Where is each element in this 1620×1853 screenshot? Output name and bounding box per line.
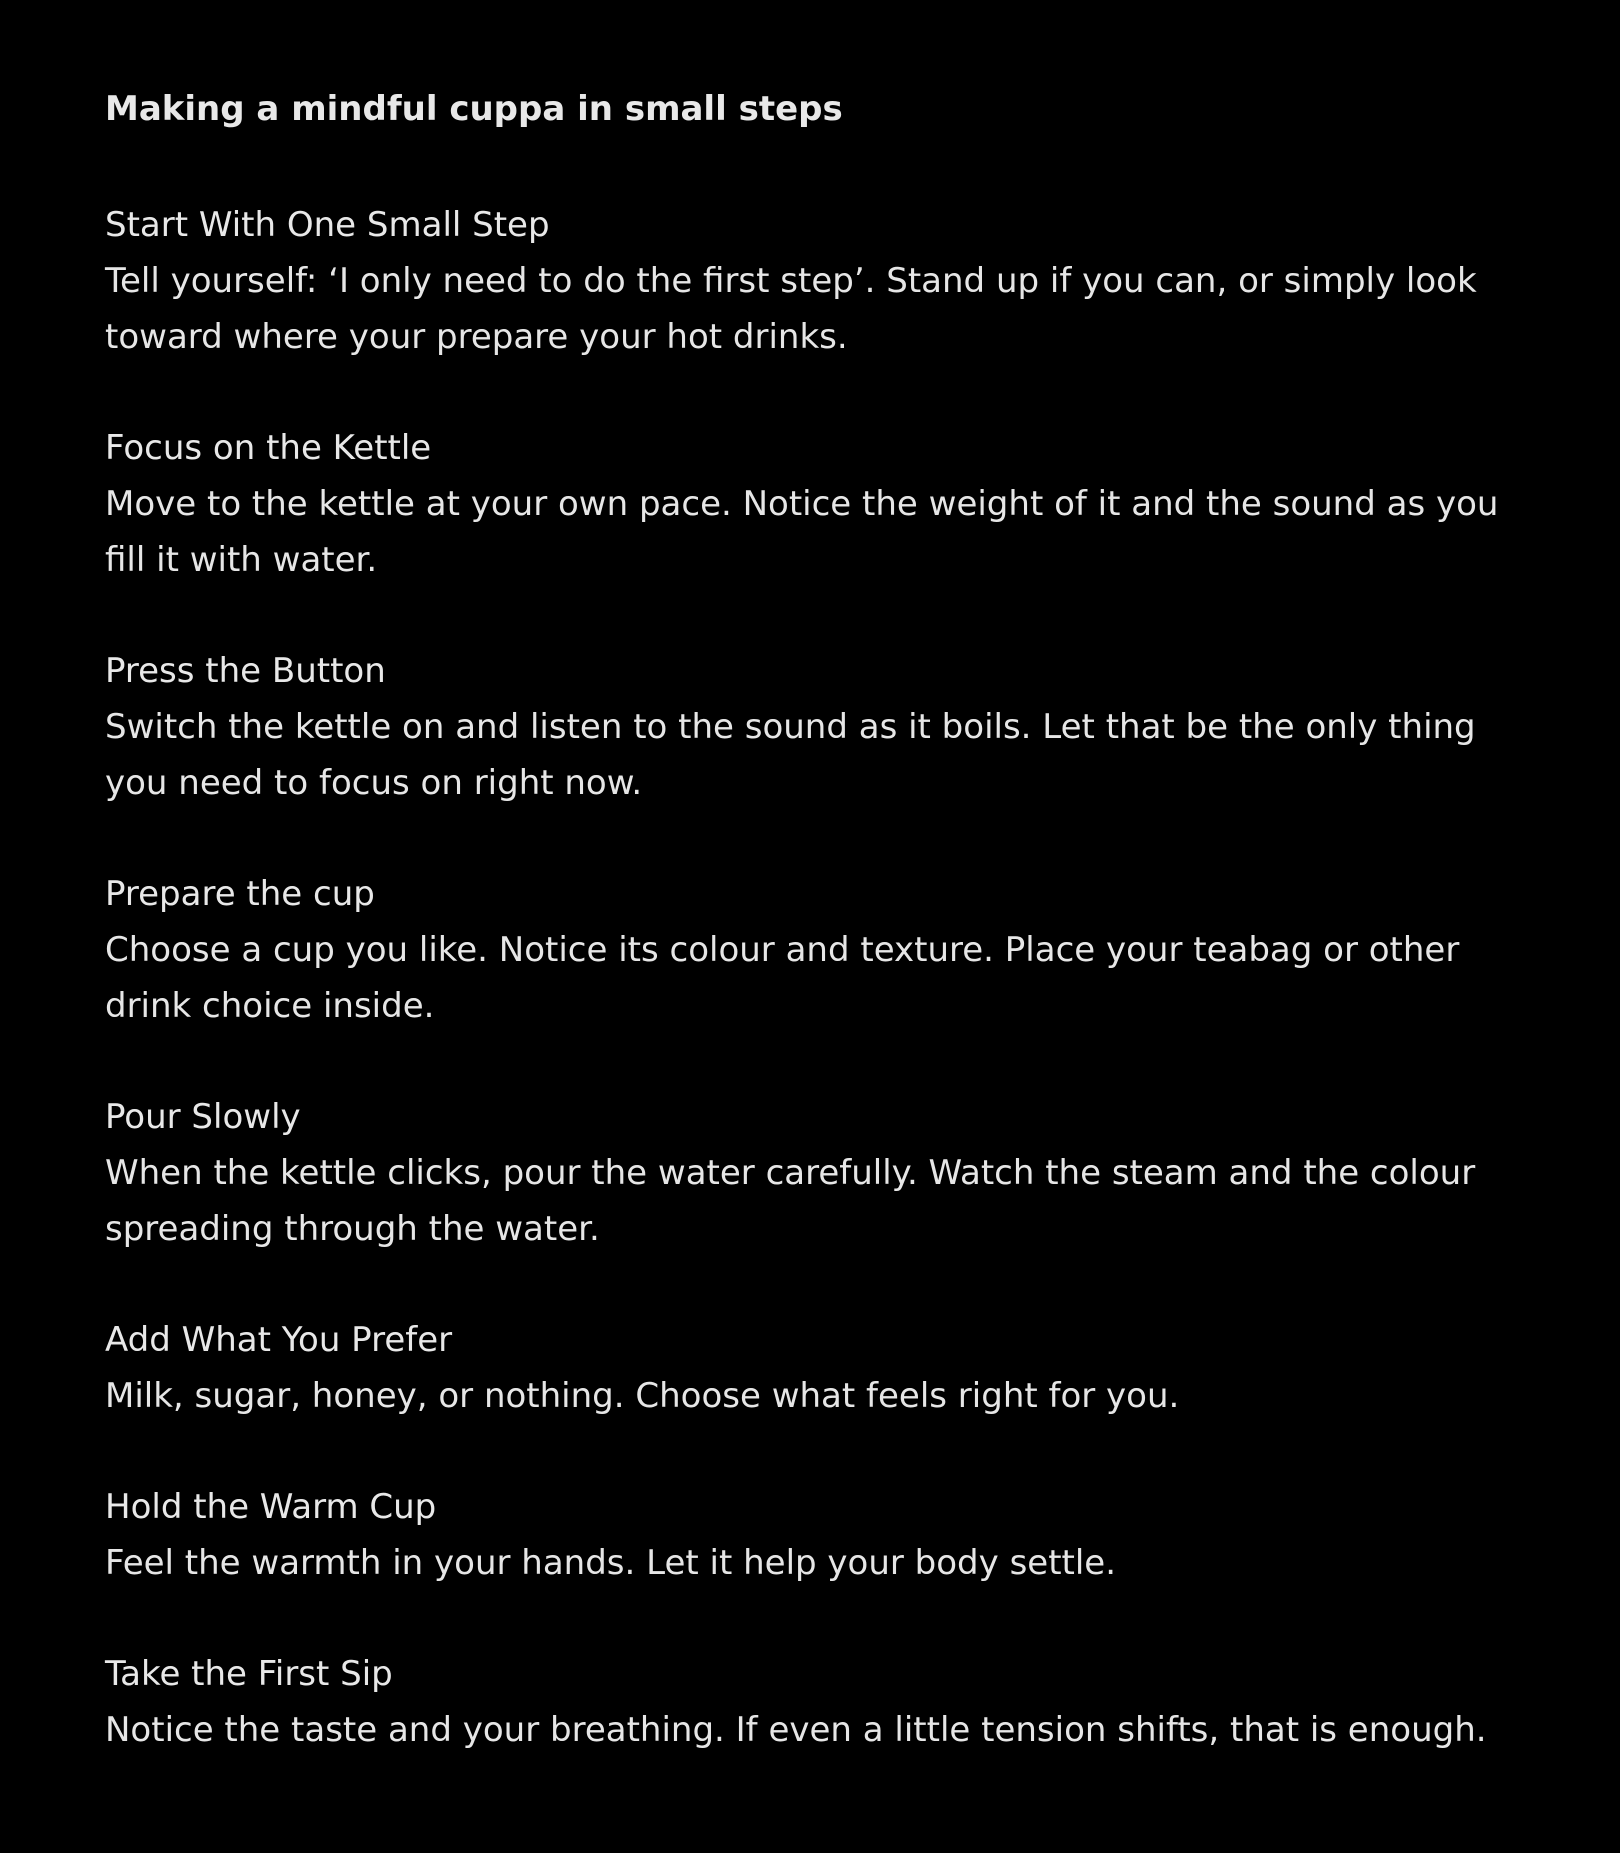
- document-title: Making a mindful cuppa in small steps: [105, 89, 843, 129]
- step-body: Tell yourself: ‘I only need to do the first step’. Stand up if you can, or simply look toward where your prepare your hot drinks.: [105, 261, 1477, 357]
- step-title: Press the Button: [105, 651, 386, 691]
- document-page: [105, 86, 1525, 1813]
- step-item: [105, 1646, 1525, 1758]
- step-item: [105, 1089, 1525, 1257]
- step-body: Notice the taste and your breathing. If even a little tension shifts, that is enough.: [105, 1710, 1487, 1750]
- step-item: [105, 1312, 1525, 1424]
- step-item: [105, 866, 1525, 1034]
- step-item: [105, 643, 1525, 811]
- step-title: Focus on the Kettle: [105, 428, 432, 468]
- step-item: [105, 420, 1525, 588]
- steps-list: [105, 197, 1525, 1758]
- step-body: Move to the kettle at your own pace. Notice the weight of it and the sound as you fill it with water.: [105, 484, 1499, 580]
- step-title: Pour Slowly: [105, 1097, 301, 1137]
- step-body: When the kettle clicks, pour the water carefully. Watch the steam and the colour spreading through the water.: [105, 1153, 1476, 1249]
- step-body: Choose a cup you like. Notice its colour and texture. Place your teabag or other drink choice inside.: [105, 930, 1460, 1026]
- step-title: Take the First Sip: [105, 1654, 393, 1694]
- step-title: Start With One Small Step: [105, 205, 550, 245]
- step-title: Add What You Prefer: [105, 1320, 453, 1360]
- step-item: [105, 197, 1525, 365]
- step-body: Milk, sugar, honey, or nothing. Choose what feels right for you.: [105, 1376, 1180, 1416]
- step-title: Prepare the cup: [105, 874, 375, 914]
- step-title: Hold the Warm Cup: [105, 1487, 437, 1527]
- step-item: [105, 1479, 1525, 1591]
- step-body: Feel the warmth in your hands. Let it help your body settle.: [105, 1543, 1117, 1583]
- step-body: Switch the kettle on and listen to the sound as it boils. Let that be the only thing you need to focus on right now.: [105, 707, 1476, 803]
